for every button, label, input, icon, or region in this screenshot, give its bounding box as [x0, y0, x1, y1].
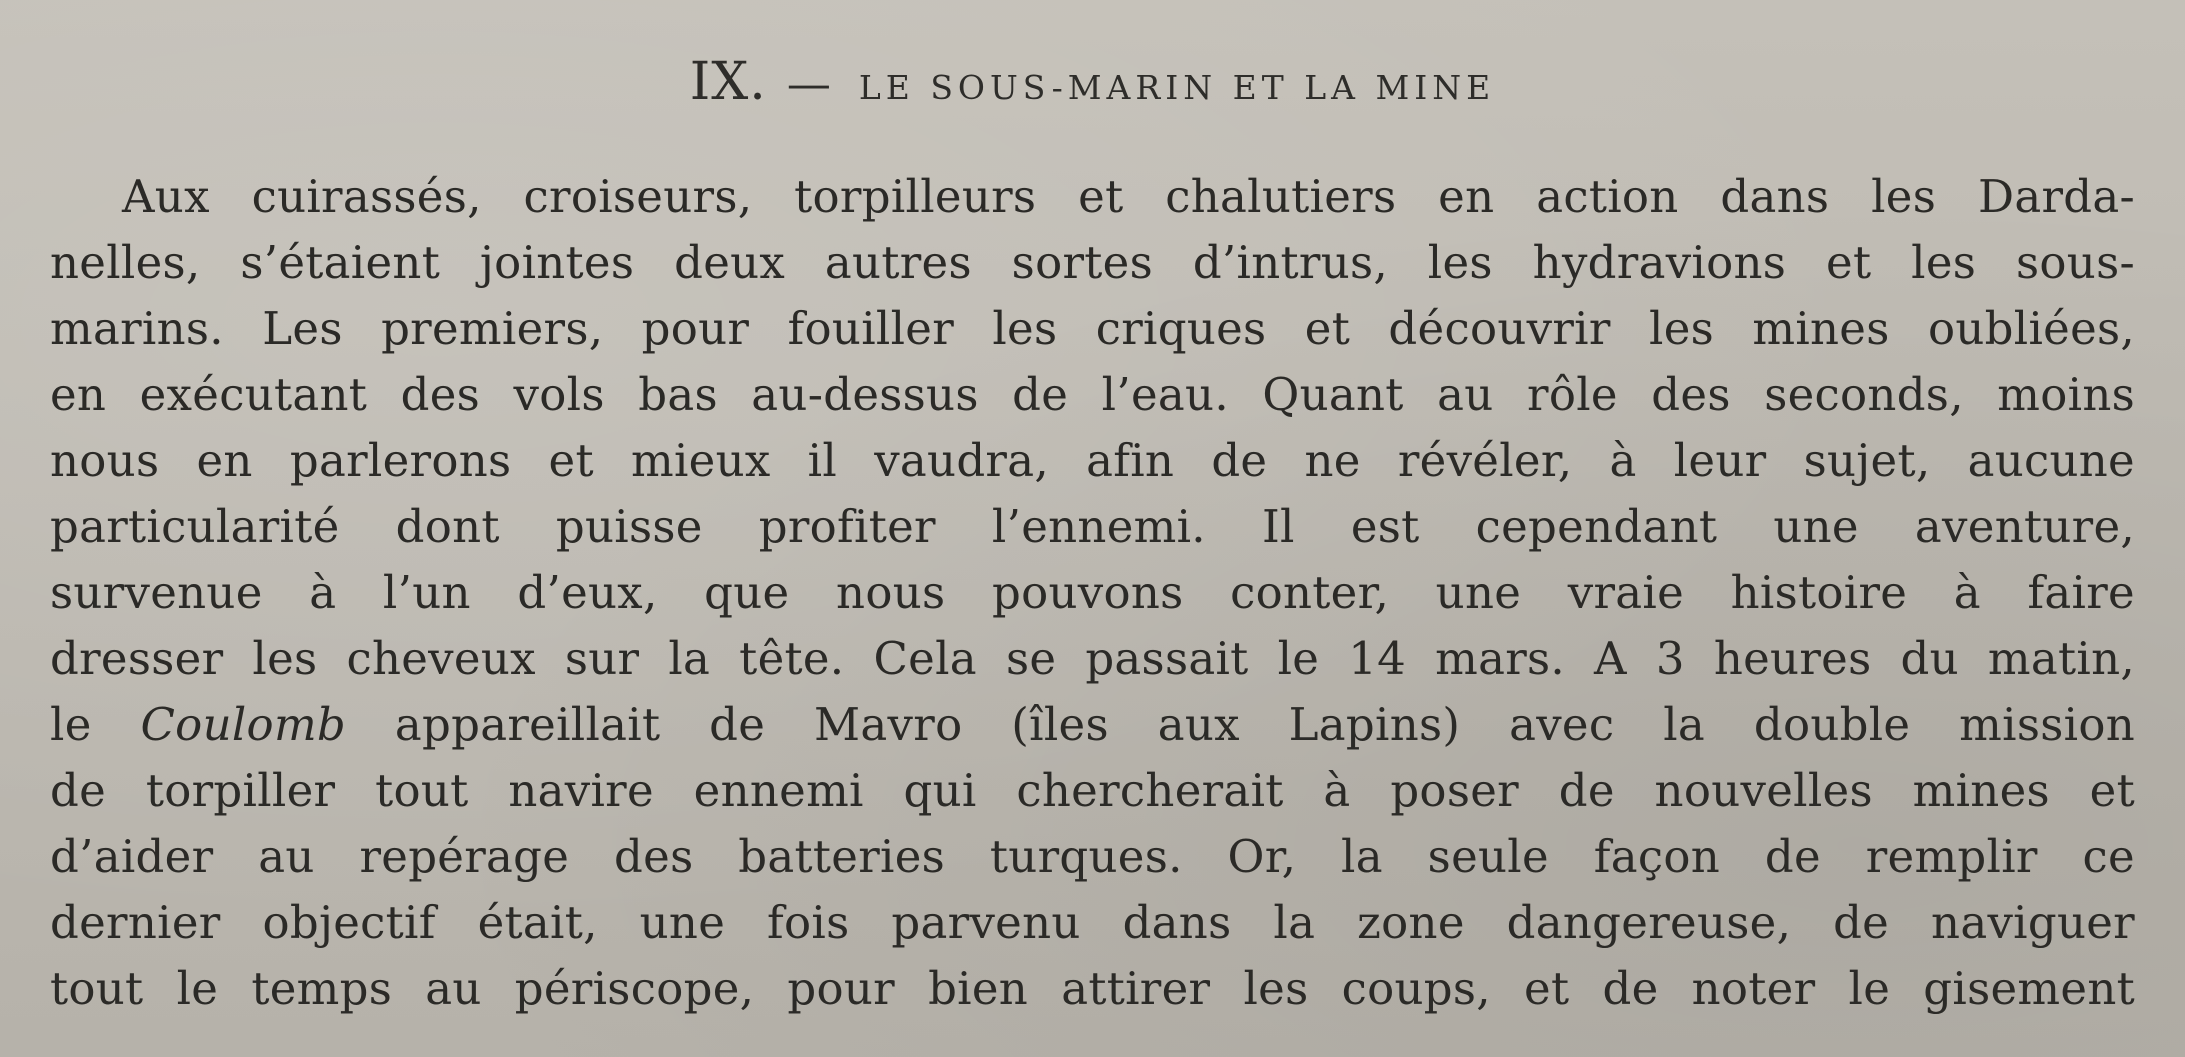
body-paragraph	[50, 164, 2135, 1022]
text-fragment: appareillait de Mavro (îles aux Lapins) avec la double mission	[346, 698, 2135, 751]
text-line: survenue à l’un d’eux, que nous pouvons conter, une vraie histoire à faire	[50, 566, 2135, 619]
text-line: nous en parlerons et mieux il vaudra, afin de ne révéler, à leur sujet, aucune	[50, 434, 2135, 487]
text-line: marins. Les premiers, pour fouiller les criques et découvrir les mines oubliées,	[50, 302, 2135, 355]
chapter-dash: —	[786, 59, 833, 110]
text-line: de torpiller tout navire ennemi qui chercherait à poser de nouvelles mines et	[50, 764, 2135, 817]
text-line: d’aider au repérage des batteries turques. Or, la seule façon de remplir ce	[50, 830, 2135, 883]
chapter-title: LE SOUS-MARIN ET LA MINE	[858, 68, 1496, 107]
ship-name-italic: Coulomb	[140, 698, 347, 751]
text-line: dernier objectif était, une fois parvenu dans la zone dangereuse, de naviguer	[50, 896, 2135, 949]
text-line: nelles, s’étaient jointes deux autres sortes d’intrus, les hydravions et les sous-	[50, 236, 2135, 289]
running-head	[0, 52, 2185, 112]
text-line: particularité dont puisse profiter l’ennemi. Il est cependant une aventure,	[50, 500, 2135, 553]
text-line: dresser les cheveux sur la tête. Cela se passait le 14 mars. A 3 heures du matin,	[50, 632, 2135, 685]
text-line: en exécutant des vols bas au-dessus de l’eau. Quant au rôle des seconds, moins	[50, 368, 2135, 421]
text-line: tout le temps au périscope, pour bien attirer les coups, et de noter le gisement	[50, 962, 2135, 1015]
text-line-with-ship-name	[50, 692, 2135, 758]
text-line: Aux cuirassés, croiseurs, torpilleurs et chalutiers en action dans les Darda-	[122, 170, 2135, 223]
chapter-numeral: IX.	[689, 52, 767, 112]
text-fragment: le	[50, 698, 141, 751]
